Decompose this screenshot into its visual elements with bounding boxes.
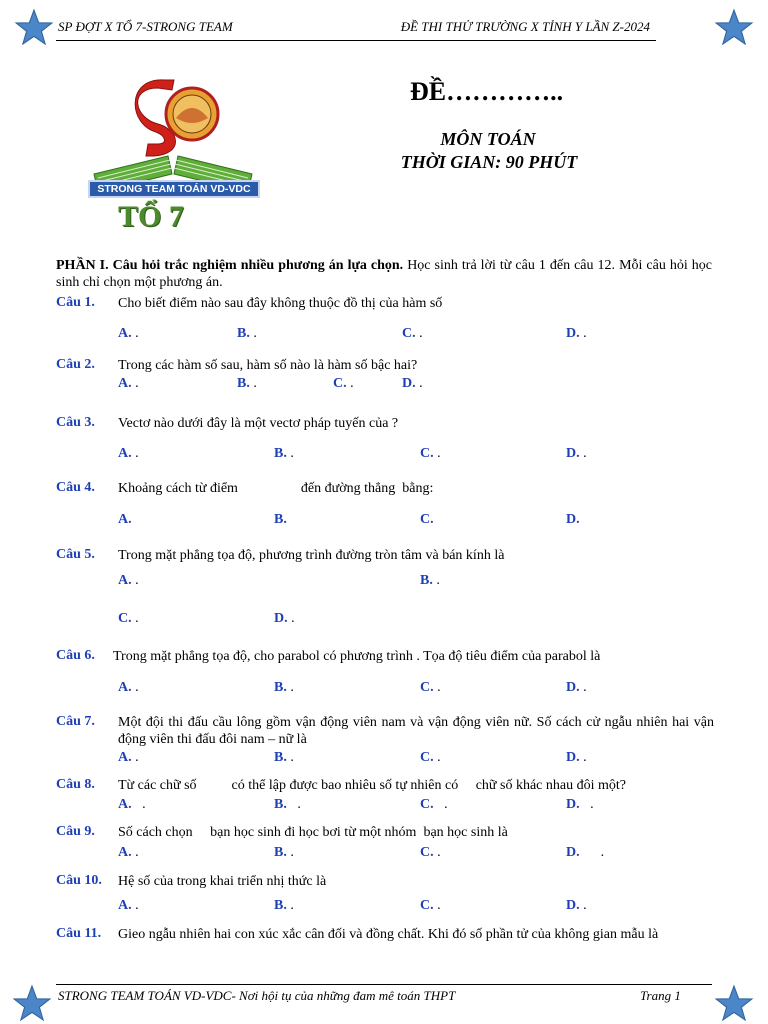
option-key: C. — [420, 680, 434, 695]
option-value: . — [579, 797, 594, 812]
header-left-text: SP ĐỢT X TỔ 7-STRONG TEAM — [58, 19, 233, 34]
question-text: Trong mặt phẳng tọa độ, cho parabol có phương trình . Tọa độ tiêu điểm của parabol là — [113, 649, 601, 664]
option-key: B. — [274, 898, 287, 913]
option-key: A. — [118, 845, 132, 860]
option-value: . — [131, 680, 139, 695]
option-key: C. — [333, 376, 347, 391]
option-value: . — [287, 611, 295, 626]
option-key: B. — [274, 512, 287, 527]
option-value: . — [579, 750, 587, 765]
option-key: B. — [420, 573, 433, 588]
exam-code-title: ĐỀ………….. — [410, 77, 564, 106]
option-d — [566, 797, 594, 813]
option-key: C. — [420, 446, 434, 461]
option-b — [274, 446, 294, 462]
option-value: . — [131, 750, 139, 765]
option-value: . — [249, 326, 257, 341]
option-b — [420, 573, 440, 589]
option-value: . — [433, 446, 441, 461]
option-key: B. — [274, 750, 287, 765]
option-c — [420, 512, 434, 528]
header-left-star-icon — [14, 8, 54, 48]
question-label: Câu 11. — [56, 926, 102, 941]
question-label: Câu 1. — [56, 295, 95, 310]
option-key: A. — [118, 376, 132, 391]
question-text: Vectơ nào dưới đây là một vectơ pháp tuyến của ? — [118, 416, 399, 431]
option-a — [118, 898, 139, 914]
question-text: Trong các hàm số sau, hàm số nào là hàm số bậc hai? — [118, 358, 418, 373]
footer-divider — [56, 984, 712, 985]
question-text: Hệ số của trong khai triển nhị thức là — [118, 874, 327, 889]
option-c — [420, 750, 441, 766]
option-key: D. — [566, 326, 580, 341]
option-a — [118, 750, 139, 766]
option-value: . — [433, 680, 441, 695]
question-label: Câu 4. — [56, 480, 95, 495]
option-key: C. — [420, 750, 434, 765]
option-value: . — [579, 898, 587, 913]
option-value: . — [579, 680, 587, 695]
option-value: . — [131, 898, 139, 913]
option-c — [333, 376, 354, 392]
option-value: . — [415, 376, 423, 391]
option-key: D. — [566, 512, 580, 527]
option-key: B. — [237, 376, 250, 391]
option-d — [566, 750, 587, 766]
footer-right-star-icon — [714, 984, 754, 1024]
option-key: A. — [118, 797, 132, 812]
option-b — [274, 680, 294, 696]
option-key: A. — [118, 750, 132, 765]
option-b — [274, 898, 294, 914]
option-key: D. — [566, 845, 580, 860]
section-text: Học sinh trả lời từ câu 1 đến câu 12. Mỗi câu hỏi học sinh chỉ chọn một phương án. — [56, 258, 712, 290]
question-text: Số cách chọn bạn học sinh đi học bơi từ một nhóm bạn học sinh là — [118, 825, 508, 840]
option-key: C. — [420, 898, 434, 913]
option-value: . — [433, 797, 448, 812]
option-key: C. — [420, 797, 434, 812]
option-key: A. — [118, 898, 132, 913]
option-value: . — [131, 376, 139, 391]
option-key: B. — [237, 326, 250, 341]
option-d — [566, 680, 587, 696]
option-value: . — [432, 573, 440, 588]
option-d — [274, 611, 295, 627]
option-value: . — [131, 446, 139, 461]
option-d — [566, 898, 587, 914]
option-key: A. — [118, 573, 132, 588]
question-label: Câu 6. — [56, 648, 95, 663]
option-value: . — [579, 446, 587, 461]
option-d — [566, 512, 580, 528]
option-value: . — [433, 750, 441, 765]
option-key: C. — [118, 611, 132, 626]
option-key: B. — [274, 446, 287, 461]
option-d — [402, 376, 423, 392]
option-d — [566, 326, 587, 342]
option-b — [274, 845, 294, 861]
question-label: Câu 2. — [56, 357, 95, 372]
question-text: Cho biết điểm nào sau đây không thuộc đồ thị của hàm số — [118, 296, 443, 311]
header-divider — [56, 40, 656, 41]
option-b — [274, 512, 287, 528]
question-text: Trong mặt phẳng tọa độ, phương trình đường tròn tâm và bán kính là — [118, 548, 505, 563]
option-c — [118, 611, 139, 627]
option-a — [118, 797, 146, 813]
option-c — [402, 326, 423, 342]
option-key: D. — [566, 680, 580, 695]
option-c — [420, 898, 441, 914]
option-value: . — [579, 326, 587, 341]
option-key: B. — [274, 845, 287, 860]
question-text: Gieo ngẫu nhiên hai con xúc xắc cân đối và đồng chất. Khi đó số phần tử của không gian mẫu là — [118, 927, 659, 942]
option-key: D. — [566, 750, 580, 765]
question-label: Câu 8. — [56, 777, 95, 792]
option-value: . — [286, 750, 294, 765]
option-value: . — [249, 376, 257, 391]
option-value: . — [286, 898, 294, 913]
option-a — [118, 845, 139, 861]
option-d — [566, 446, 587, 462]
option-key: A. — [118, 326, 132, 341]
option-value: . — [579, 845, 605, 860]
option-a — [118, 376, 139, 392]
question-label: Câu 10. — [56, 873, 102, 888]
option-a — [118, 512, 132, 528]
option-b — [274, 750, 294, 766]
option-value: . — [131, 326, 139, 341]
option-value: . — [433, 845, 441, 860]
option-value: . — [286, 797, 301, 812]
option-c — [420, 446, 441, 462]
option-key: C. — [402, 326, 416, 341]
page-number: Trang 1 — [640, 988, 681, 1003]
option-a — [118, 680, 139, 696]
option-value: . — [131, 845, 139, 860]
question-label: Câu 5. — [56, 547, 95, 562]
question-text: Một đội thi đấu cầu lông gồm vận động viên nam và vận động viên nữ. Số cách cử ngẫu nhiên hai vận động viên thi đấu đôi nam – nữ là — [118, 715, 714, 747]
option-key: D. — [566, 898, 580, 913]
option-a — [118, 446, 139, 462]
logo-group-text: TỔ 7 — [118, 200, 184, 233]
section-instructions — [56, 257, 712, 291]
option-key: D. — [566, 797, 580, 812]
option-key: C. — [420, 512, 434, 527]
option-value: . — [131, 797, 146, 812]
option-value: . — [415, 326, 423, 341]
option-value: . — [286, 845, 294, 860]
option-a — [118, 573, 139, 589]
subject-title: MÔN TOÁN — [440, 129, 536, 149]
option-key: C. — [420, 845, 434, 860]
option-b — [237, 376, 257, 392]
option-c — [420, 845, 441, 861]
option-key: D. — [566, 446, 580, 461]
header-right-star-icon — [714, 8, 754, 48]
question-text: Từ các chữ số có thể lập được bao nhiêu số tự nhiên có chữ số khác nhau đôi một? — [118, 778, 626, 793]
option-key: A. — [118, 512, 132, 527]
option-value: . — [286, 446, 294, 461]
option-c — [420, 680, 441, 696]
question-label: Câu 9. — [56, 824, 95, 839]
option-b — [237, 326, 257, 342]
option-c — [420, 797, 448, 813]
section-heading: PHẦN I. Câu hỏi trắc nghiệm nhiều phương án lựa chọn. — [56, 258, 404, 273]
question-label: Câu 7. — [56, 714, 95, 729]
footer-left-text: STRONG TEAM TOÁN VD-VDC- Nơi hội tụ của những đam mê toán THPT — [58, 988, 456, 1003]
option-value: . — [286, 680, 294, 695]
option-key: D. — [274, 611, 288, 626]
option-a — [118, 326, 139, 342]
option-d — [566, 845, 604, 861]
header-right-text: ĐỀ THI THỬ TRƯỜNG X TỈNH Y LẦN Z-2024 — [400, 19, 650, 34]
option-key: A. — [118, 446, 132, 461]
option-key: B. — [274, 680, 287, 695]
question-text: Khoảng cách từ điểm đến đường thẳng bằng: — [118, 481, 434, 496]
question-label: Câu 3. — [56, 415, 95, 430]
option-b — [274, 797, 301, 813]
option-value: . — [433, 898, 441, 913]
option-key: B. — [274, 797, 287, 812]
logo-team-band: STRONG TEAM TOÁN VD-VDC — [88, 180, 260, 198]
option-key: A. — [118, 680, 132, 695]
option-value: . — [346, 376, 354, 391]
option-value: . — [131, 611, 139, 626]
footer-left-star-icon — [12, 984, 52, 1024]
option-value: . — [131, 573, 139, 588]
option-key: D. — [402, 376, 416, 391]
time-title: THỜI GIAN: 90 PHÚT — [400, 152, 578, 172]
